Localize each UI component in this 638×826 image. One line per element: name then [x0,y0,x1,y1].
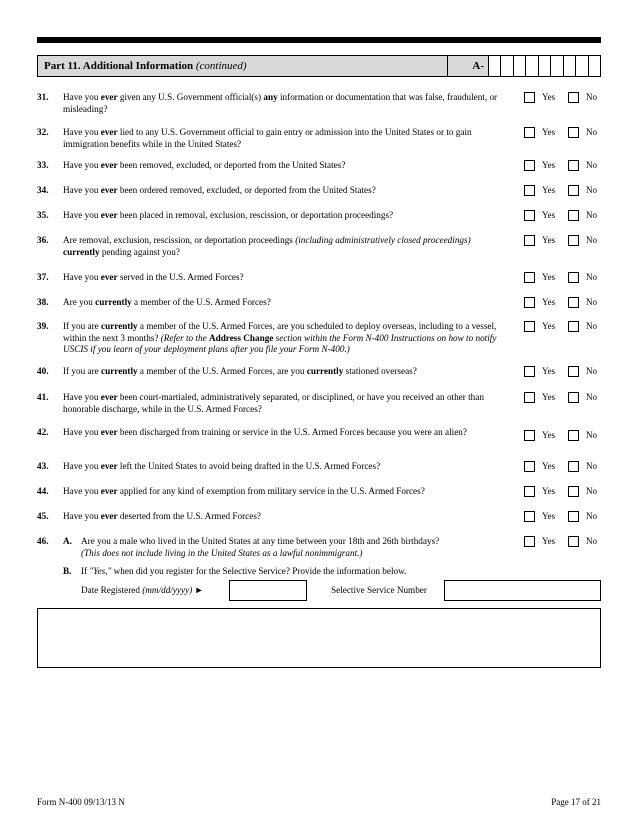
no-checkbox[interactable] [568,235,579,246]
no-checkbox[interactable] [568,536,579,547]
question-text: Have you ever given any U.S. Government official(s) any information or documentation that was false, fraudulent, or misleading? [63,92,498,114]
a-number-field[interactable] [488,56,600,76]
arrow-icon: ► [194,585,204,595]
no-checkbox[interactable] [568,92,579,103]
question-text: Are removal, exclusion, rescission, or deportation proceedings (including administratively closed proceedings) currently pending against you? [63,235,471,257]
question-text: Have you ever been removed, excluded, or deported from the United States? [63,160,346,170]
question-text: Have you ever left the United States to avoid being drafted in the U.S. Armed Forces? [63,461,381,471]
no-checkbox[interactable] [568,366,579,377]
part-header [37,55,601,77]
question-text: If you are currently a member of the U.S. Armed Forces, are you scheduled to deploy overseas, including to a vessel, within the next 3 months? (Refer to the Address Change section within the Form N-400 Instructions on how to notify USCIS if you learn of your deployment plans after you file your Form N-400.) [63,321,497,354]
date-registered-input[interactable] [229,580,307,601]
question-text: Have you ever deserted from the U.S. Armed Forces? [63,511,261,521]
yes-checkbox[interactable] [524,127,535,138]
no-checkbox[interactable] [568,272,579,283]
question-text: Have you ever lied to any U.S. Government official to gain entry or admission into the United States or to gain immigration benefits while in the United States? [63,127,472,149]
no-checkbox[interactable] [568,160,579,171]
no-checkbox[interactable] [568,321,579,332]
yes-checkbox[interactable] [524,430,535,441]
question-text: Have you ever been discharged from training or service in the U.S. Armed Forces because you were an alien? [63,427,467,437]
question-text: If you are currently a member of the U.S. Armed Forces, are you currently stationed overseas? [63,366,417,376]
yes-checkbox[interactable] [524,486,535,497]
no-checkbox[interactable] [568,210,579,221]
no-checkbox[interactable] [568,297,579,308]
form-id: Form N-400 09/13/13 N [37,797,125,807]
question-text: Have you ever been court-martialed, administratively separated, or disciplined, or have you received an other than honorable discharge, while in the U.S. Armed Forces? [63,392,484,414]
yes-checkbox[interactable] [524,272,535,283]
no-checkbox[interactable] [568,392,579,403]
no-checkbox[interactable] [568,430,579,441]
yes-checkbox[interactable] [524,235,535,246]
question-text: Have you ever been ordered removed, excluded, or deported from the United States? [63,185,376,195]
question-text: Have you ever applied for any kind of exemption from military service in the U.S. Armed Forces? [63,486,425,496]
yes-checkbox[interactable] [524,392,535,403]
question-text: Have you ever served in the U.S. Armed Forces? [63,272,244,282]
question-text: Are you currently a member of the U.S. Armed Forces? [63,297,271,307]
no-checkbox[interactable] [568,127,579,138]
a-number-label: A- [447,56,488,76]
question-46a-text: Are you a male who lived in the United States at any time between your 18th and 26th birthdays? (This does not include living in the United States as a lawful nonimmigrant.) [81,536,440,558]
yes-checkbox[interactable] [524,366,535,377]
page-number: Page 17 of 21 [551,797,601,807]
yes-checkbox[interactable] [524,321,535,332]
yes-checkbox[interactable] [524,160,535,171]
additional-info-area [37,608,601,668]
yes-checkbox[interactable] [524,92,535,103]
no-checkbox[interactable] [568,511,579,522]
yes-checkbox[interactable] [524,297,535,308]
no-checkbox[interactable] [568,486,579,497]
date-registered-label: Date Registered (mm/dd/yyyy) ► [81,585,204,595]
part-title: Part 11. Additional Information (continued) [44,60,247,72]
yes-checkbox[interactable] [524,461,535,472]
selective-service-label: Selective Service Number [331,585,427,595]
yes-checkbox[interactable] [524,536,535,547]
yes-checkbox[interactable] [524,210,535,221]
top-rule [37,37,601,43]
question-46b-text: If "Yes," when did you register for the Selective Service? Provide the information below. [81,566,407,576]
question-text: Have you ever been placed in removal, exclusion, rescission, or deportation proceedings? [63,210,394,220]
no-checkbox[interactable] [568,185,579,196]
no-checkbox[interactable] [568,461,579,472]
yes-checkbox[interactable] [524,511,535,522]
yes-checkbox[interactable] [524,185,535,196]
selective-service-number-input[interactable] [444,580,601,601]
